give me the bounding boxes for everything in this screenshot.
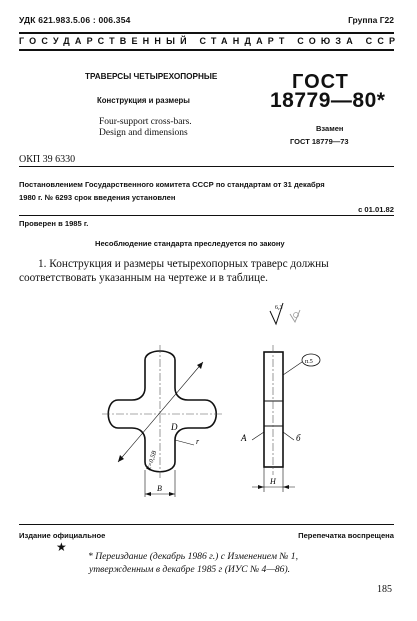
standard-banner: ГОСУДАРСТВЕННЫЙ СТАНДАРТ СОЮЗА ССР bbox=[19, 36, 401, 46]
official-edition: Издание официальное bbox=[19, 531, 106, 540]
reissue-note-line2: утвержденным в декабре 1985 г (ИУС № 4—86). bbox=[89, 564, 291, 575]
english-title-line1: Four-support cross-bars. bbox=[99, 117, 192, 127]
gost-number: 18779—80* bbox=[270, 89, 386, 112]
label-h: H bbox=[270, 477, 276, 486]
document-subtitle: Конструкция и размеры bbox=[97, 96, 190, 105]
star-mark: ★ bbox=[56, 540, 67, 554]
checked-year: Проверен в 1985 г. bbox=[19, 219, 89, 228]
page-number: 185 bbox=[377, 584, 392, 595]
callout-label: п.5 bbox=[305, 359, 313, 365]
roughness-symbol bbox=[270, 303, 300, 324]
okp-code: ОКП 39 6330 bbox=[19, 154, 76, 165]
effective-date: с 01.01.82 bbox=[358, 205, 394, 214]
replaces-value: ГОСТ 18779—73 bbox=[290, 137, 349, 146]
group-code: Группа Г22 bbox=[348, 15, 394, 25]
label-d: D bbox=[171, 422, 178, 432]
document-title: ТРАВЕРСЫ ЧЕТЫРЕХОПОРНЫЕ bbox=[85, 72, 218, 81]
roughness-value: 6,3 bbox=[275, 305, 283, 311]
label-r: r bbox=[196, 437, 200, 446]
decree-line1: Постановлением Государственного комитета СССР по стандартам от 31 декабря bbox=[19, 180, 325, 189]
crossbar-side-view bbox=[240, 345, 320, 492]
udk-code: УДК 621.983.5.06 : 006.354 bbox=[19, 15, 131, 25]
footer-rule bbox=[19, 524, 394, 525]
replaces-label: Взамен bbox=[316, 124, 344, 133]
gost-label: ГОСТ bbox=[292, 71, 349, 93]
crossbar-plan-view bbox=[102, 345, 222, 497]
english-title-line2: Design and dimensions bbox=[99, 128, 188, 138]
reissue-note-line1: * Переиздание (декабрь 1986 г.) с Изменением № 1, bbox=[88, 551, 298, 562]
label-a: А bbox=[241, 433, 247, 443]
label-radius-formula: R=0,5B bbox=[145, 450, 159, 472]
label-small-b: б bbox=[296, 433, 301, 443]
paragraph-line1: 1. Конструкция и размеры четырехопорных траверс должны bbox=[38, 258, 329, 270]
paragraph-line2: соответствовать указанным на чертеже и в таблице. bbox=[19, 272, 268, 284]
reprint-prohibited: Перепечатка воспрещена bbox=[298, 531, 394, 540]
decree-line2: 1980 г. № 6293 срок введения установлен bbox=[19, 193, 176, 202]
law-notice: Несоблюдение стандарта преследуется по закону bbox=[95, 239, 285, 248]
label-b: B bbox=[157, 484, 162, 493]
